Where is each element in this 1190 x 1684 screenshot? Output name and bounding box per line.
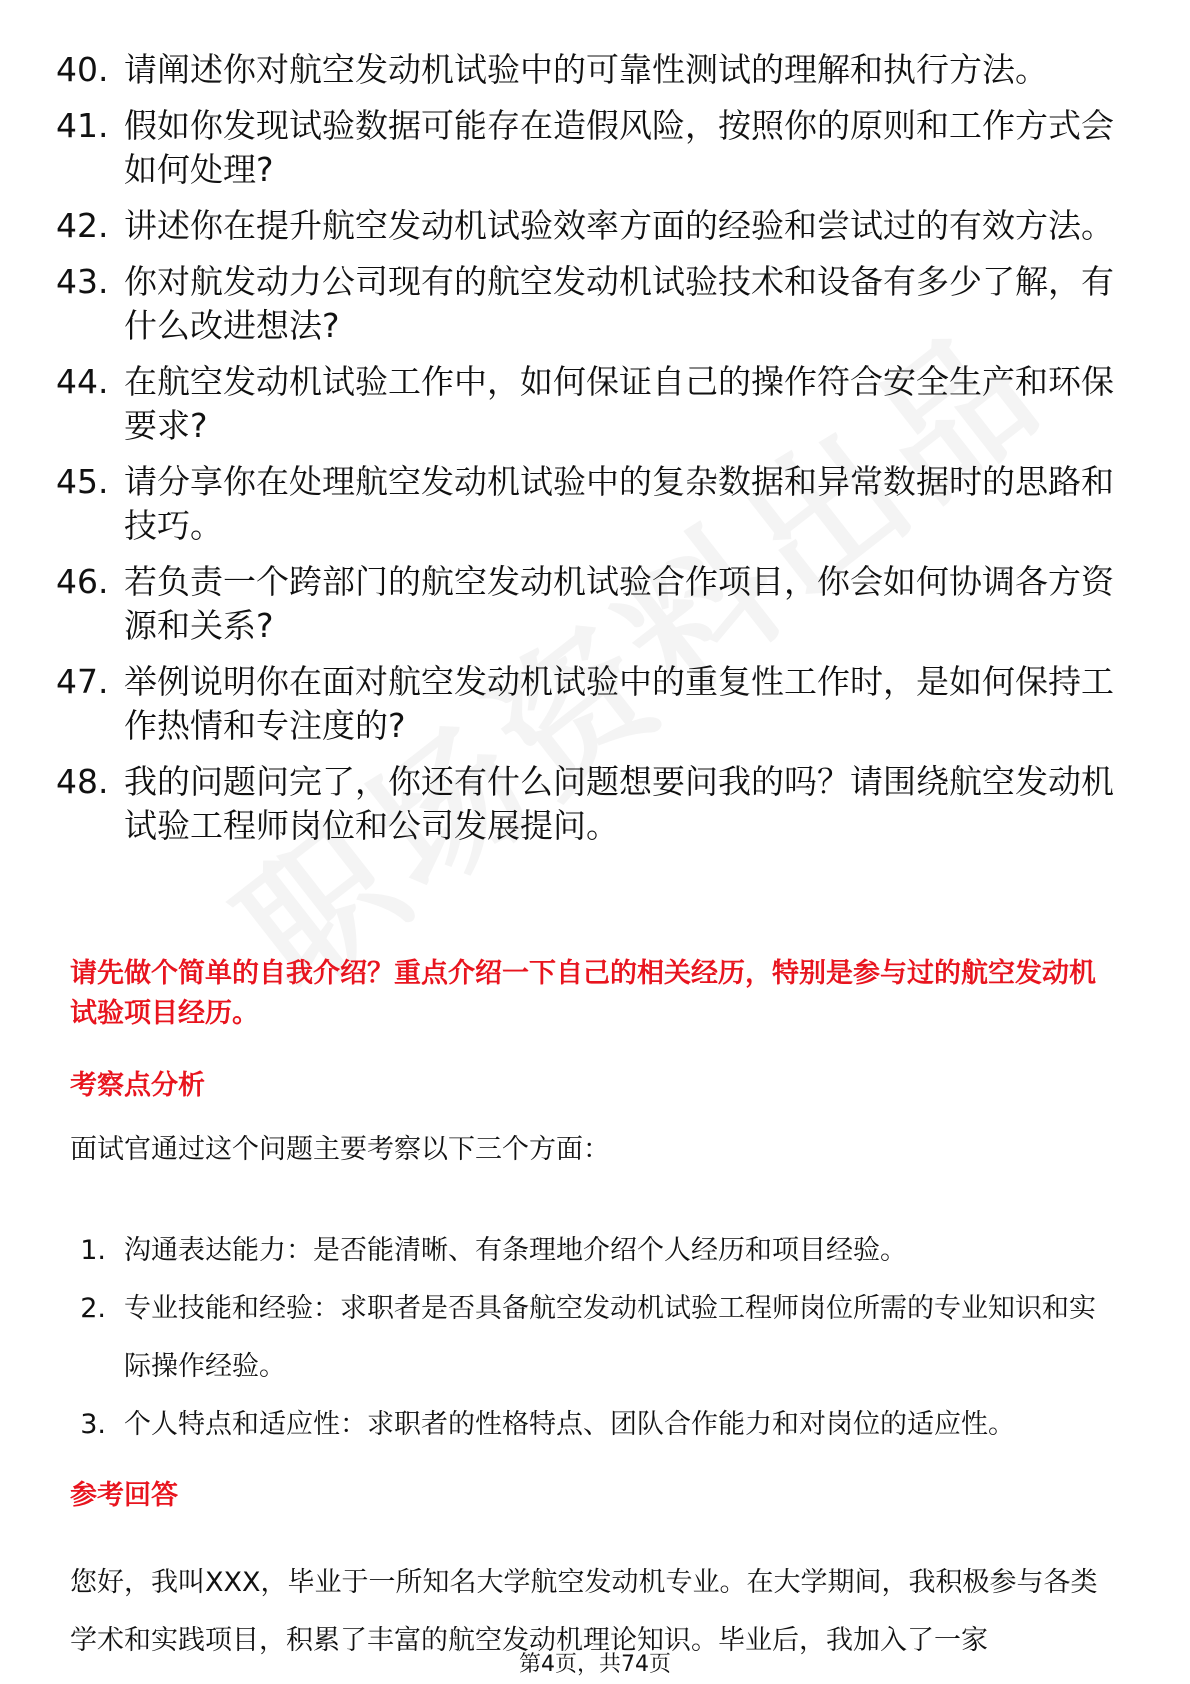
question-number: 47. bbox=[56, 662, 109, 701]
question-list bbox=[56, 48, 1116, 860]
analysis-intro: 面试官通过这个问题主要考察以下三个方面： bbox=[70, 1134, 610, 1165]
list-item bbox=[56, 48, 1116, 92]
question-number: 43. bbox=[56, 262, 109, 301]
question-text: 请分享你在处理航空发动机试验中的复杂数据和异常数据时的思路和技巧。 bbox=[124, 462, 1114, 545]
analysis-heading: 考察点分析 bbox=[70, 1070, 205, 1101]
question-text: 请阐述你对航空发动机试验中的可靠性测试的理解和执行方法。 bbox=[124, 50, 1048, 89]
point-text: 专业技能和经验：求职者是否具备航空发动机试验工程师岗位所需的专业知识和实际操作经验。 bbox=[124, 1293, 1096, 1382]
question-number: 45. bbox=[56, 462, 109, 501]
answer-heading: 参考回答 bbox=[70, 1480, 178, 1511]
list-item bbox=[70, 1396, 1120, 1454]
list-item bbox=[56, 560, 1116, 648]
question-text: 讲述你在提升航空发动机试验效率方面的经验和尝试过的有效方法。 bbox=[124, 206, 1114, 245]
question-text: 我的问题问完了，你还有什么问题想要问我的吗？请围绕航空发动机试验工程师岗位和公司发展提问。 bbox=[124, 762, 1114, 845]
analysis-list bbox=[70, 1222, 1120, 1454]
list-item bbox=[56, 104, 1116, 192]
question-text: 你对航发动力公司现有的航空发动机试验技术和设备有多少了解，有什么改进想法? bbox=[124, 262, 1114, 345]
question-number: 40. bbox=[56, 50, 109, 89]
question-text: 举例说明你在面对航空发动机试验中的重复性工作时，是如何保持工作热情和专注度的? bbox=[124, 662, 1114, 745]
list-item bbox=[56, 760, 1116, 848]
list-item bbox=[56, 460, 1116, 548]
list-item bbox=[70, 1222, 1120, 1280]
question-number: 46. bbox=[56, 562, 109, 601]
question-number: 44. bbox=[56, 362, 109, 401]
list-item bbox=[70, 1280, 1120, 1396]
point-number: 1. bbox=[80, 1235, 106, 1266]
question-number: 48. bbox=[56, 762, 109, 801]
point-text: 个人特点和适应性：求职者的性格特点、团队合作能力和对岗位的适应性。 bbox=[124, 1409, 1015, 1440]
list-item bbox=[56, 260, 1116, 348]
question-text: 在航空发动机试验工作中，如何保证自己的操作符合安全生产和环保要求? bbox=[124, 362, 1114, 445]
featured-question: 请先做个简单的自我介绍？重点介绍一下自己的相关经历，特别是参与过的航空发动机试验项目经历。 bbox=[70, 958, 1096, 1029]
list-item bbox=[56, 660, 1116, 748]
list-item bbox=[56, 204, 1116, 248]
page-footer: 第4页，共74页 bbox=[519, 1652, 671, 1677]
question-number: 42. bbox=[56, 206, 109, 245]
point-number: 2. bbox=[80, 1293, 106, 1324]
question-number: 41. bbox=[56, 106, 109, 145]
list-item bbox=[56, 360, 1116, 448]
question-text: 假如你发现试验数据可能存在造假风险，按照你的原则和工作方式会如何处理? bbox=[124, 106, 1114, 189]
point-number: 3. bbox=[80, 1409, 106, 1440]
question-text: 若负责一个跨部门的航空发动机试验合作项目，你会如何协调各方资源和关系? bbox=[124, 562, 1114, 645]
point-text: 沟通表达能力：是否能清晰、有条理地介绍个人经历和项目经验。 bbox=[124, 1235, 907, 1266]
answer-text: 您好，我叫XXX，毕业于一所知名大学航空发动机专业。在大学期间，我积极参与各类学术和实践项目，积累了丰富的航空发动机理论知识。毕业后，我加入了一家 bbox=[70, 1567, 1098, 1656]
